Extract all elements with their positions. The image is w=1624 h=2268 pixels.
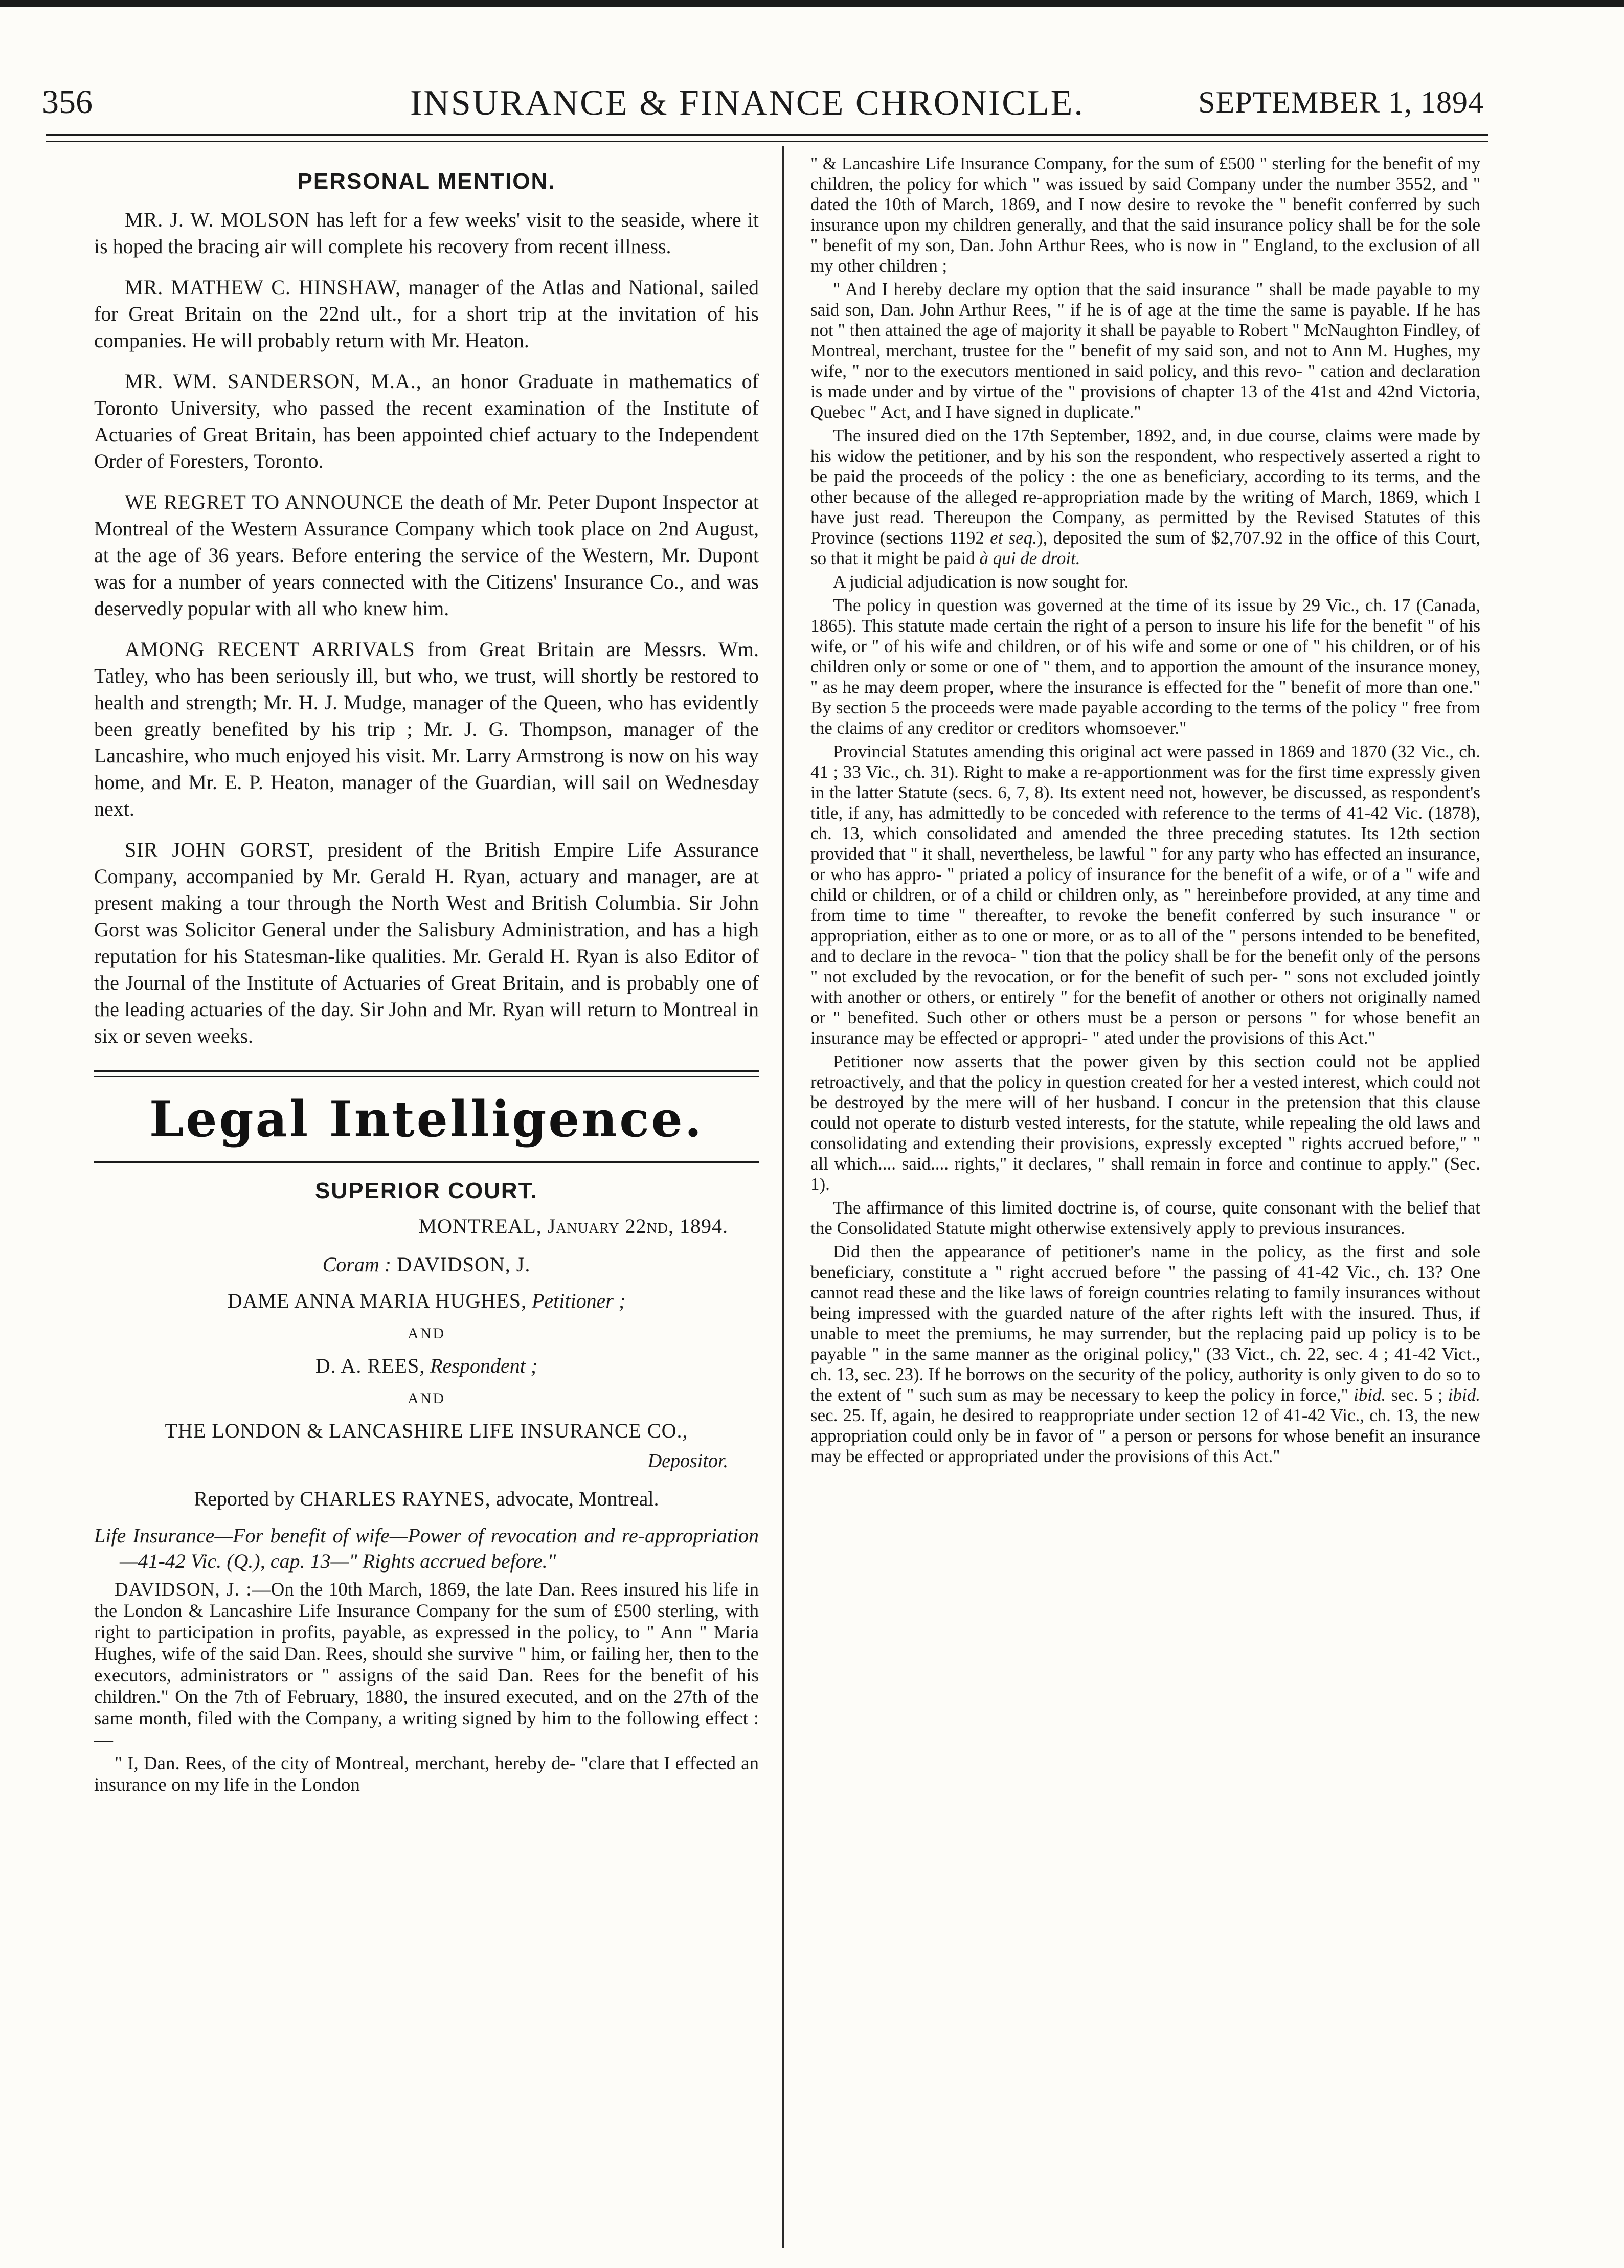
mention-gorst xyxy=(94,837,759,1049)
jp9-c: sec. 5 ; xyxy=(1386,1385,1448,1405)
mention-dupont-body: the death of Mr. Peter Dupont Inspector at Montreal of the Western Assurance Company which took place on 2nd August, at the age of 36 years. Before entering the service of the Western, Mr. Dupont was for a number of years connected with the Citizens' Insurance Co., and was deservedly popular with all who knew him. xyxy=(94,490,759,620)
page-header xyxy=(42,77,1484,133)
mention-molson xyxy=(94,207,759,260)
issue-date: SEPTEMBER 1, 1894 xyxy=(1198,85,1484,119)
left-column xyxy=(94,159,759,1798)
reporter-line xyxy=(94,1487,759,1511)
coram-label: Coram : xyxy=(322,1253,392,1276)
header-rule-thin xyxy=(46,141,1488,142)
respondent-role: Respondent ; xyxy=(425,1354,538,1377)
column-divider xyxy=(782,146,784,2248)
legal-intelligence-title: Legal Intelligence. xyxy=(149,1090,704,1148)
mention-hinshaw-body: manager of the Atlas and National, sailed for Great Britain on the 22nd ult., for a short trip at the invitation of his companies. He will probably return with Mr. Heaton. xyxy=(94,276,759,352)
quoted-writing-2: " And I hereby declare my option that the said insurance " shall be made payable to my said son, Dan. John Arthur Rees, " if he is of age at the time the same is payable. If he has not " then attained the age of majority it shall be payable to Robert " McNaughton Findley, of Montreal, merchant, trustee for the " benefit of my said son, and not to Ann M. Hughes, my wife, " nor to the executors mentioned in said policy, and this revo- " cation and declaration is made under and by virtue of the " provisions of chapter 13 of the 41st and 42nd Victoria, Quebec " Act, and I have signed in duplicate." xyxy=(810,279,1480,422)
and-separator-1: AND xyxy=(408,1325,445,1342)
depositor-role: Depositor. xyxy=(647,1450,728,1472)
judgment-paragraph-1 xyxy=(94,1579,759,1751)
jp9-e: sec. 25. If, again, he desired to reappropriate under section 12 of 41-42 Vic., ch. 13, the new appropriation could only be in favor of " a person or persons for whose benefit an insurance may be effected or appropriated under the provisions of this Act." xyxy=(810,1405,1480,1466)
section-divider-thick xyxy=(94,1070,759,1072)
mention-arrivals xyxy=(94,636,759,822)
coram-line xyxy=(94,1252,759,1276)
coram-judge: DAVIDSON, J. xyxy=(391,1253,531,1276)
reporter-pre: Reported by xyxy=(194,1487,300,1510)
depositor-name: THE LONDON & LANCASHIRE LIFE INSURANCE CO., xyxy=(165,1419,688,1442)
depositor-line xyxy=(94,1419,759,1443)
case-dateline-text: MONTREAL, January 22nd, 1894. xyxy=(418,1215,728,1238)
mention-arrivals-lead: AMONG RECENT ARRIVALS xyxy=(125,638,415,661)
section-divider xyxy=(94,1070,759,1077)
mention-dupont-lead: WE REGRET TO ANNOUNCE xyxy=(125,490,404,513)
judgment-paragraph-7: Petitioner now asserts that the power given by this section could not be applied retroactively, and that the policy in question created for her a vested interest, which could not be destroyed by the mere will of her husband. I concur in the pretension that this clause could not operate to disturb vested interests, for the statute, while repealing the old laws and consolidating and extending their provisions, expressly excepted " rights accrued before," " all which.... said.... rights," it declares, " shall remain in force and continue to apply." (Sec. 1). xyxy=(810,1051,1480,1194)
court-heading: SUPERIOR COURT. xyxy=(315,1178,538,1203)
judgment-paragraph-5: The policy in question was governed at the time of its issue by 29 Vic., ch. 17 (Canada, 1865). This statute made certain the right of a person to insure his life for the benefit " of his wife, or " of his wife and children, or of his wife and some or one of " his children, or of his children only or some or one of " them, and to apportion the amount of the insurance money, " as he may deem proper, where the insurance is effected for the " benefit of more than one." By section 5 the proceeds were made payable according to the terms of the policy " free from the claims of any creditor or creditors whomsoever." xyxy=(810,595,1480,738)
judgment-paragraph-3 xyxy=(810,425,1480,569)
right-column xyxy=(810,153,1480,1470)
reporter-post: advocate, Montreal. xyxy=(490,1487,659,1510)
jp3-b: et seq. xyxy=(990,528,1037,548)
case-dateline xyxy=(94,1214,728,1238)
page-number: 356 xyxy=(42,83,93,121)
jp9-a: Did then the appearance of petitioner's name in the policy, as the first and sole beneficiary, constitute a " right accrued before " the passing of 41-42 Vic., ch. 13? One cannot read these and the like laws of foreign countries relating to family insurances without being impressed with the guarded nature of the after rights left with the insured. Thus, if unable to meet the premiums, he may surrender, but the replacing paid up policy is to be payable " in the same manner as the original policy," (33 Vict., ch. 22, sec. 4 ; 41-42 Vict., ch. 13, sec. 23). If he borrows on the security of the policy, authority is only given to do so to the extent of " such sum as may be necessary to keep the policy in force," xyxy=(810,1242,1480,1405)
jp9-d: ibid. xyxy=(1448,1385,1480,1405)
judgment-paragraph-6: Provincial Statutes amending this original act were passed in 1869 and 1870 (32 Vic., ch. 41 ; 33 Vic., ch. 31). Right to make a re-apportionment was for the first time expressly given in the latter Statute (secs. 6, 7, 8). Its extent need not, however, be discussed, as respondent's title, if any, has admittedly to be conceded with reference to the terms of 41-42 Vic. (1878), ch. 13, which consolidated and amended the three preceding statutes. Its 12th section provided that " it shall, nevertheless, be lawful " for any party who has effected an insurance, or who has appro- " priated a policy of insurance for the benefit of a wife, or of a " wife and child or children, or of a child or children only, as " hereinbefore provided, at any time and from time to time " thereafter, to revoke the benefit conferred by such insurance " or appropriation, either as to one or more, or as to all of the " persons intended to be benefited, and to declare in the revoca- " tion that the policy shall be for the benefit only of the persons " not excluded by the revocation, or for the benefit of such per- " sons not excluded jointly with another or others, or entirely " for the benefit of another or others not originally named or " benefited. Such other or others must be a person or persons " for whose benefit an insurance may be effected or appropri- " ated under the provisions of this Act." xyxy=(810,742,1480,1048)
case-headnote: Life Insurance—For benefit of wife—Power of revocation and re-appropriation—41-42 Vic. (Q.), cap. 13—" Rights accrued before." xyxy=(94,1524,759,1573)
mention-sanderson xyxy=(94,368,759,475)
jp3-a: The insured died on the 17th September, 1892, and, in due course, claims were made by his widow the petitioner, and by his son the respondent, who respectively asserted a right to be paid the proceeds of the policy : the one as beneficiary, according to its terms, and the other because of the alleged re-appropriation made by the writing of March, 1869, which I have just read. Thereupon the Company, as permitted by the Revised Statutes of this Province (sections 1192 xyxy=(810,425,1480,548)
petitioner-role: Petitioner ; xyxy=(526,1289,626,1312)
publication-title: INSURANCE & FINANCE CHRONICLE. xyxy=(410,83,1085,123)
judgment-body-1: —On the 10th March, 1869, the late Dan. Rees insured his life in the London & Lancashire Life Insurance Company for the sum of £500 sterling, with right to participation in profits, payable, as expressed in the policy, to " Ann " Maria Hughes, wife of the said Dan. Rees, should she survive " him, or failing her, then to the executors, administrators or " assigns of the said Dan. Rees for the benefit of his children." On the 7th of February, 1880, the insured executed, and on the 27th of the same month, filed with the Company, a writing signed by him to the following effect :— xyxy=(94,1579,759,1750)
respondent-line xyxy=(94,1354,759,1378)
respondent-name: D. A. REES, xyxy=(315,1354,425,1377)
header-rule-thick xyxy=(46,134,1488,136)
section-divider-thin xyxy=(94,1076,759,1077)
jp9-b: ibid. xyxy=(1354,1385,1386,1405)
mention-molson-lead: MR. J. W. MOLSON xyxy=(125,208,310,231)
jp3-d: à qui de droit. xyxy=(979,548,1080,568)
reporter-name: CHARLES RAYNES, xyxy=(300,1487,491,1510)
quoted-writing-1: " & Lancashire Life Insurance Company, for the sum of £500 " sterling for the benefit of my children, the policy for which " was issued by said Company under the number 3552, and " dated the 10th of March, 1869, and I now desire to revoke the " benefit conferred by such insurance upon my children generally, and that the said insurance policy shall be for the sole " benefit of my son, Dan. John Arthur Rees, who is now in " England, to the exclusion of all my other children ; xyxy=(810,153,1480,276)
judgment-judge: DAVIDSON, J. : xyxy=(115,1579,252,1600)
and-separator-2: AND xyxy=(408,1390,445,1407)
mention-dupont xyxy=(94,489,759,622)
mention-sanderson-lead: MR. WM. SANDERSON, M.A., xyxy=(125,370,422,393)
mention-gorst-body: president of the British Empire Life Assurance Company, accompanied by Mr. Gerald H. Ryan, actuary and manager, are at present making a tour through the North West and British Columbia. Sir John Gorst was Solicitor General under the Salisbury Administration, and has a high reputation for his Statesman-like qualities. Mr. Gerald H. Ryan is also Editor of the Journal of the Institute of Actuaries of Great Britain, and is probably one of the leading actuaries of the day. Sir John and Mr. Ryan will return to Montreal in six or seven weeks. xyxy=(94,838,759,1047)
judgment-paragraph-9 xyxy=(810,1242,1480,1467)
judgment-paragraph-8: The affirmance of this limited doctrine is, of course, quite consonant with the belief that the Consolidated Statute might otherwise extensively apply to previous insurances. xyxy=(810,1198,1480,1238)
mention-hinshaw xyxy=(94,274,759,354)
petitioner-line xyxy=(94,1289,759,1313)
jp3-c: ), deposited the sum of $2,707.92 in the office of this Court, so that it might be paid xyxy=(810,528,1480,568)
top-border-rule xyxy=(0,0,1624,7)
personal-mention-heading: PERSONAL MENTION. xyxy=(297,169,556,194)
mention-hinshaw-lead: MR. MATHEW C. HINSHAW, xyxy=(125,276,401,299)
mention-molson-body: has left for a few weeks' visit to the seaside, where it is hoped the bracing air will complete his recovery from recent illness. xyxy=(94,208,759,258)
petitioner-name: DAME ANNA MARIA HUGHES, xyxy=(227,1289,527,1312)
judgment-paragraph-2: " I, Dan. Rees, of the city of Montreal, merchant, hereby de- "clare that I effected an insurance on my life in the London xyxy=(94,1753,759,1795)
legal-title-rule xyxy=(94,1161,759,1163)
mention-arrivals-body: from Great Britain are Messrs. Wm. Tatley, who has been seriously ill, but who, we trust, will shortly be restored to health and strength; Mr. H. J. Mudge, manager of the Queen, who has evidently been greatly benefited by his trip ; Mr. J. G. Thompson, manager of the Lancashire, who much enjoyed his visit. Mr. Larry Armstrong is now on his way home, and Mr. E. P. Heaton, manager of the Guardian, will sail on Wednesday next. xyxy=(94,638,759,820)
mention-gorst-lead: SIR JOHN GORST, xyxy=(125,838,314,861)
mention-sanderson-body: an honor Graduate in mathematics of Toronto University, who passed the recent examination of the Institute of Actuaries of Great Britain, has been appointed chief actuary to the Independent Order of Foresters, Toronto. xyxy=(94,370,759,473)
judgment-paragraph-4: A judicial adjudication is now sought for. xyxy=(833,572,1129,592)
